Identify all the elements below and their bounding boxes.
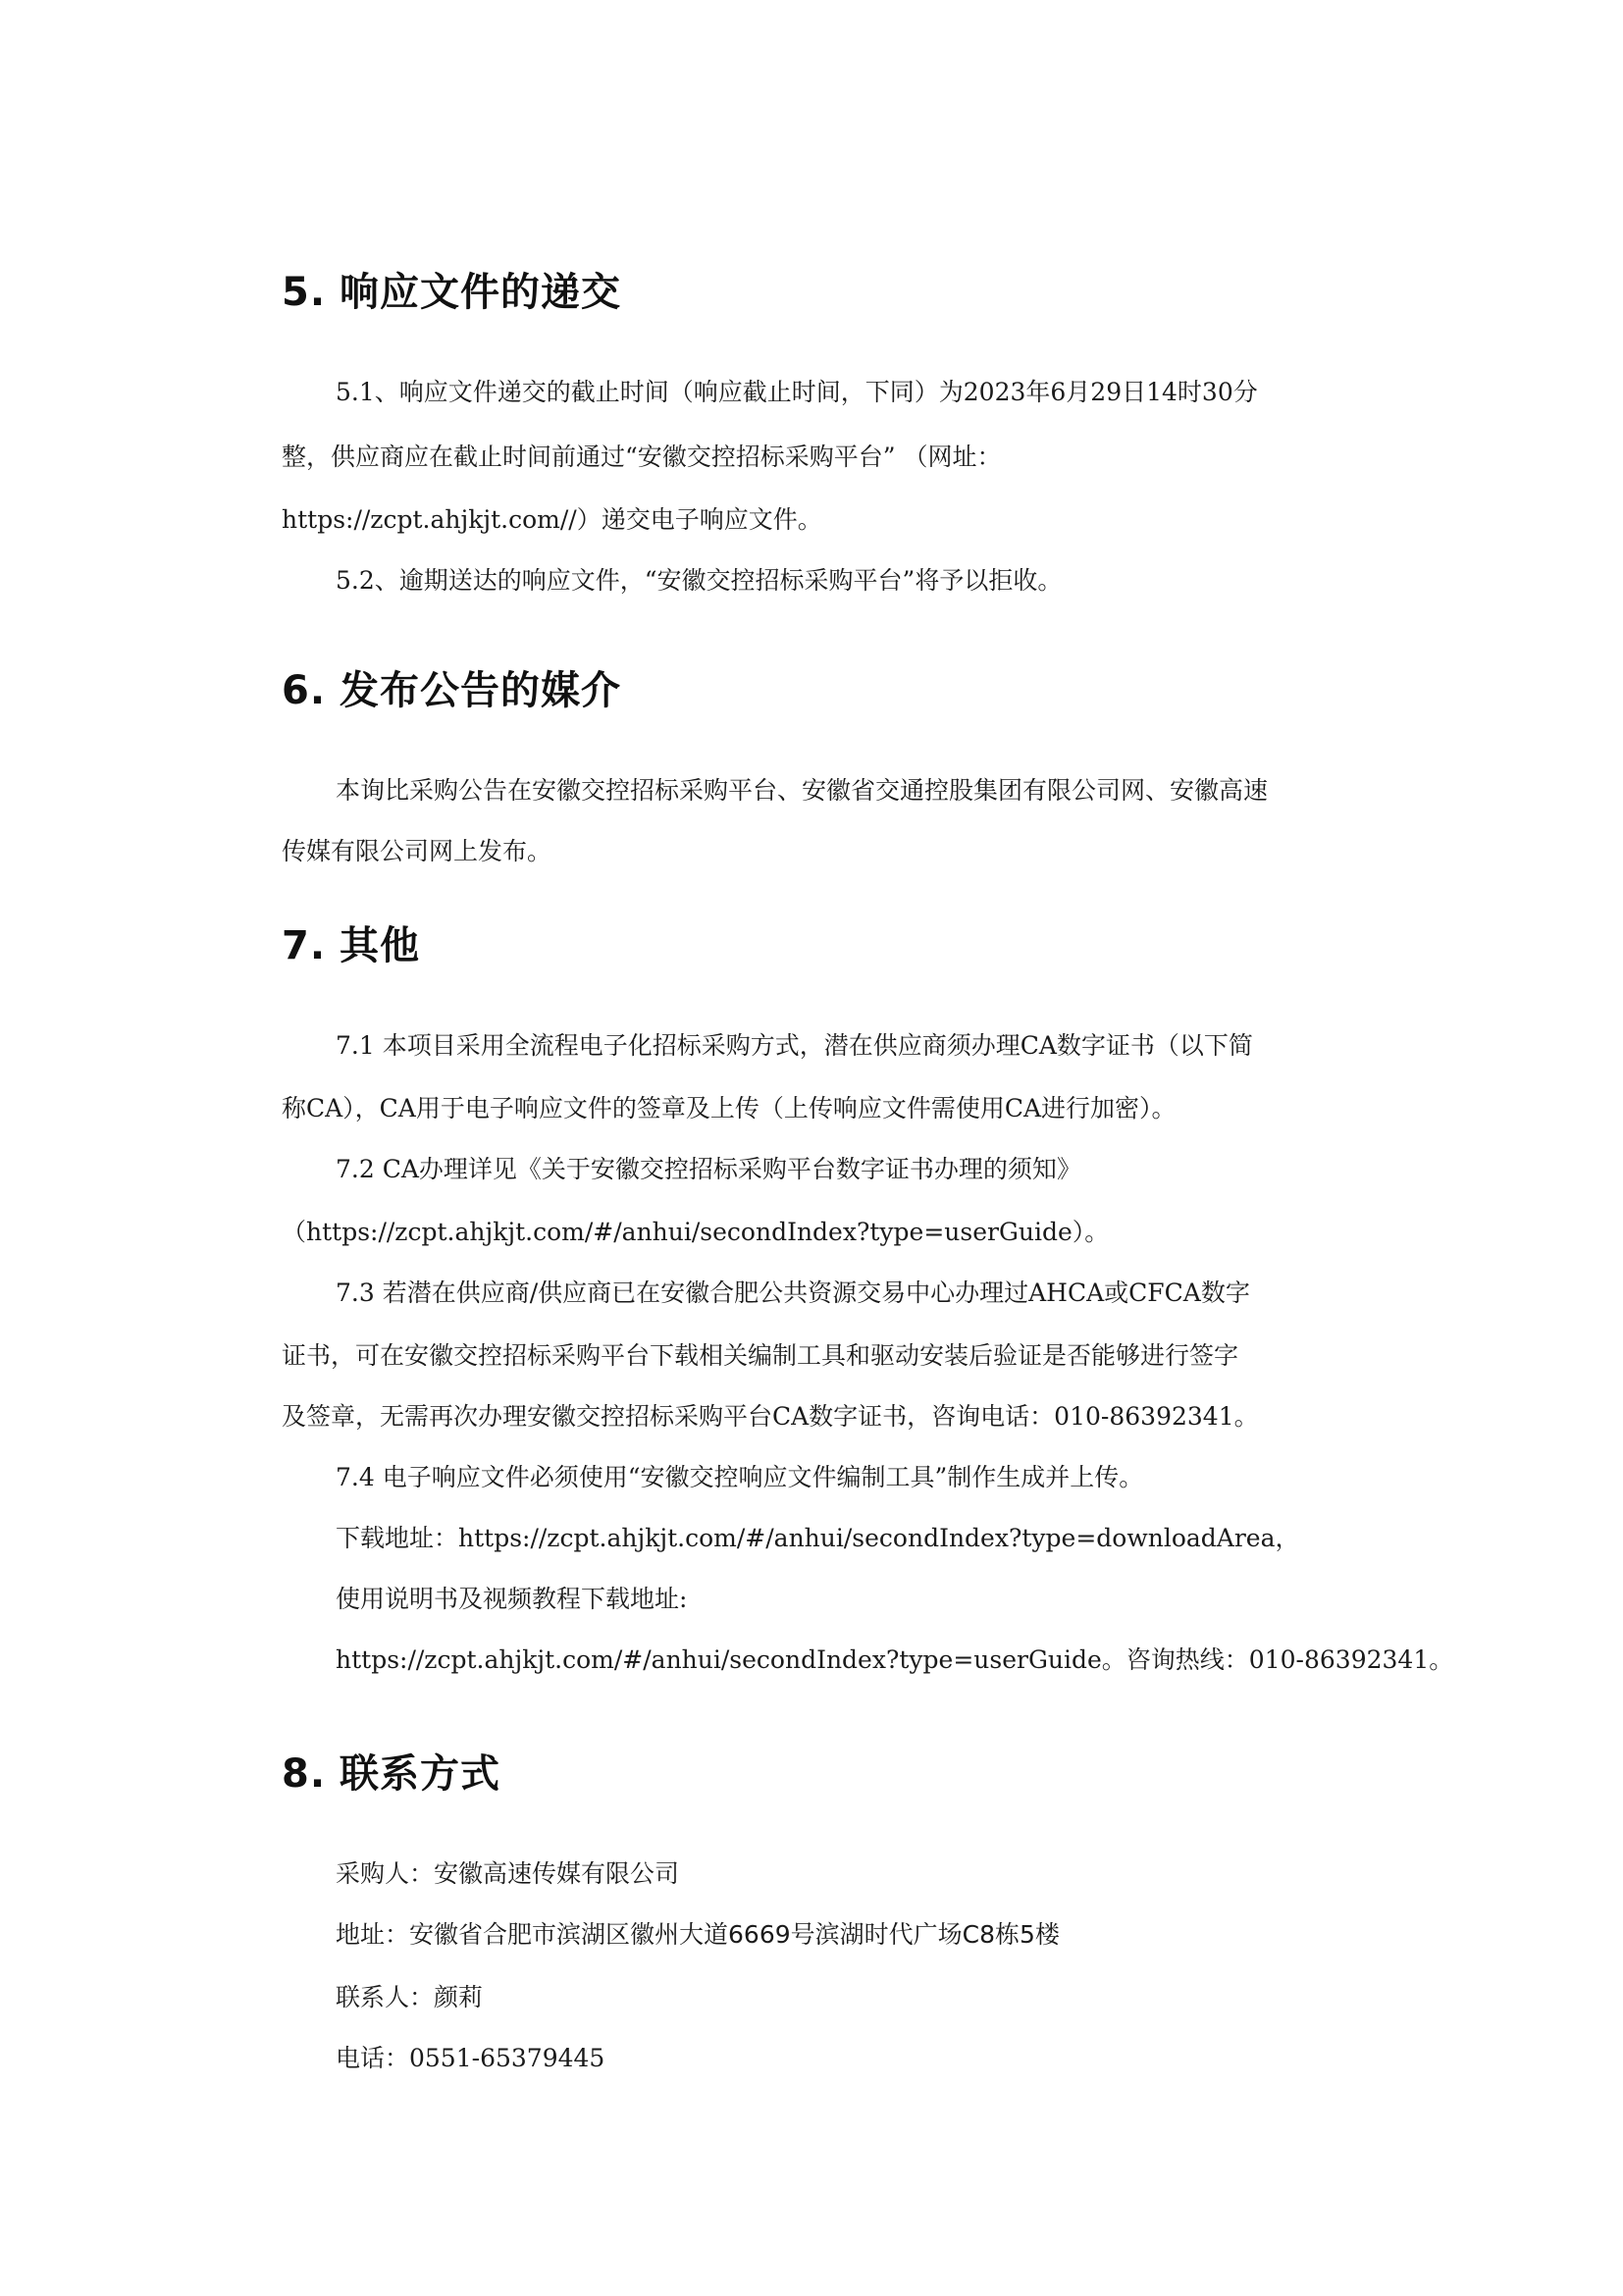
section-5-line-4: 5.2、逾期送达的响应文件，“安徽交控招标采购平台”将予以拒收。 (336, 566, 1063, 595)
section-6-heading (282, 659, 621, 715)
section-7-line-6: 证书，可在安徽交控招标采购平台下载相关编制工具和驱动安装后验证是否能够进行签字 (282, 1341, 1239, 1370)
section-8-heading (282, 1743, 500, 1799)
section-5-title: 响应文件的递交 (340, 270, 622, 315)
section-7-title: 其他 (340, 923, 421, 968)
contact-phone: 电话：0551-65379445 (336, 2044, 605, 2072)
section-8-number: 8. (282, 1751, 327, 1797)
section-7-line-4: （https://zcpt.ahjkjt.com/#/anhui/secondIndex?type=userGuide）。 (282, 1218, 1110, 1246)
user-guide-url-line: https://zcpt.ahjkjt.com/#/anhui/secondIndex?type=userGuide。咨询热线：010-86392341。 (336, 1645, 1454, 1674)
section-5-line-1: 5.1、响应文件递交的截止时间（响应截止时间，下同）为2023年6月29日14时30分 (336, 378, 1258, 406)
download-url-line: 下载地址：https://zcpt.ahjkjt.com/#/anhui/secondIndex?type=downloadArea， (336, 1524, 1300, 1552)
section-8-title: 联系方式 (340, 1751, 501, 1797)
section-5-line-2: 整，供应商应在截止时间前通过“安徽交控招标采购平台” （网址： (282, 443, 1002, 471)
section-7-line-8: 7.4 电子响应文件必须使用“安徽交控响应文件编制工具”制作生成并上传。 (336, 1463, 1144, 1491)
section-7-line-2: 称CA），CA用于电子响应文件的签章及上传（上传响应文件需使用CA进行加密）。 (282, 1094, 1177, 1122)
section-7-number: 7. (282, 923, 327, 968)
section-5-heading (282, 261, 621, 317)
section-6-number: 6. (282, 668, 327, 713)
section-7-heading (282, 914, 420, 970)
section-7-line-5: 7.3 若潜在供应商/供应商已在安徽合肥公共资源交易中心办理过AHCA或CFCA数字 (336, 1278, 1250, 1307)
section-6-line-1: 本询比采购公告在安徽交控招标采购平台、安徽省交通控股集团有限公司网、安徽高速 (336, 776, 1269, 805)
section-7-line-1: 7.1 本项目采用全流程电子化招标采购方式，潜在供应商须办理CA数字证书（以下简 (336, 1031, 1253, 1060)
section-7-line-3: 7.2 CA办理详见《关于安徽交控招标采购平台数字证书办理的须知》 (336, 1155, 1081, 1183)
section-7-line-7: 及签章，无需再次办理安徽交控招标采购平台CA数字证书，咨询电话：010-86392341。 (282, 1402, 1259, 1431)
section-6-line-2: 传媒有限公司网上发布。 (282, 837, 552, 865)
section-5-number: 5. (282, 270, 327, 315)
manual-download-label: 使用说明书及视频教程下载地址: (336, 1585, 688, 1613)
section-6-title: 发布公告的媒介 (340, 668, 622, 713)
contact-address: 地址：安徽省合肥市滨湖区徽州大道6669号滨湖时代广场C8栋5楼 (336, 1920, 1060, 1949)
section-5-line-3: https://zcpt.ahjkjt.com//）递交电子响应文件。 (282, 505, 822, 534)
contact-purchaser: 采购人：安徽高速传媒有限公司 (336, 1859, 680, 1888)
contact-person: 联系人：颜莉 (336, 1983, 484, 2011)
